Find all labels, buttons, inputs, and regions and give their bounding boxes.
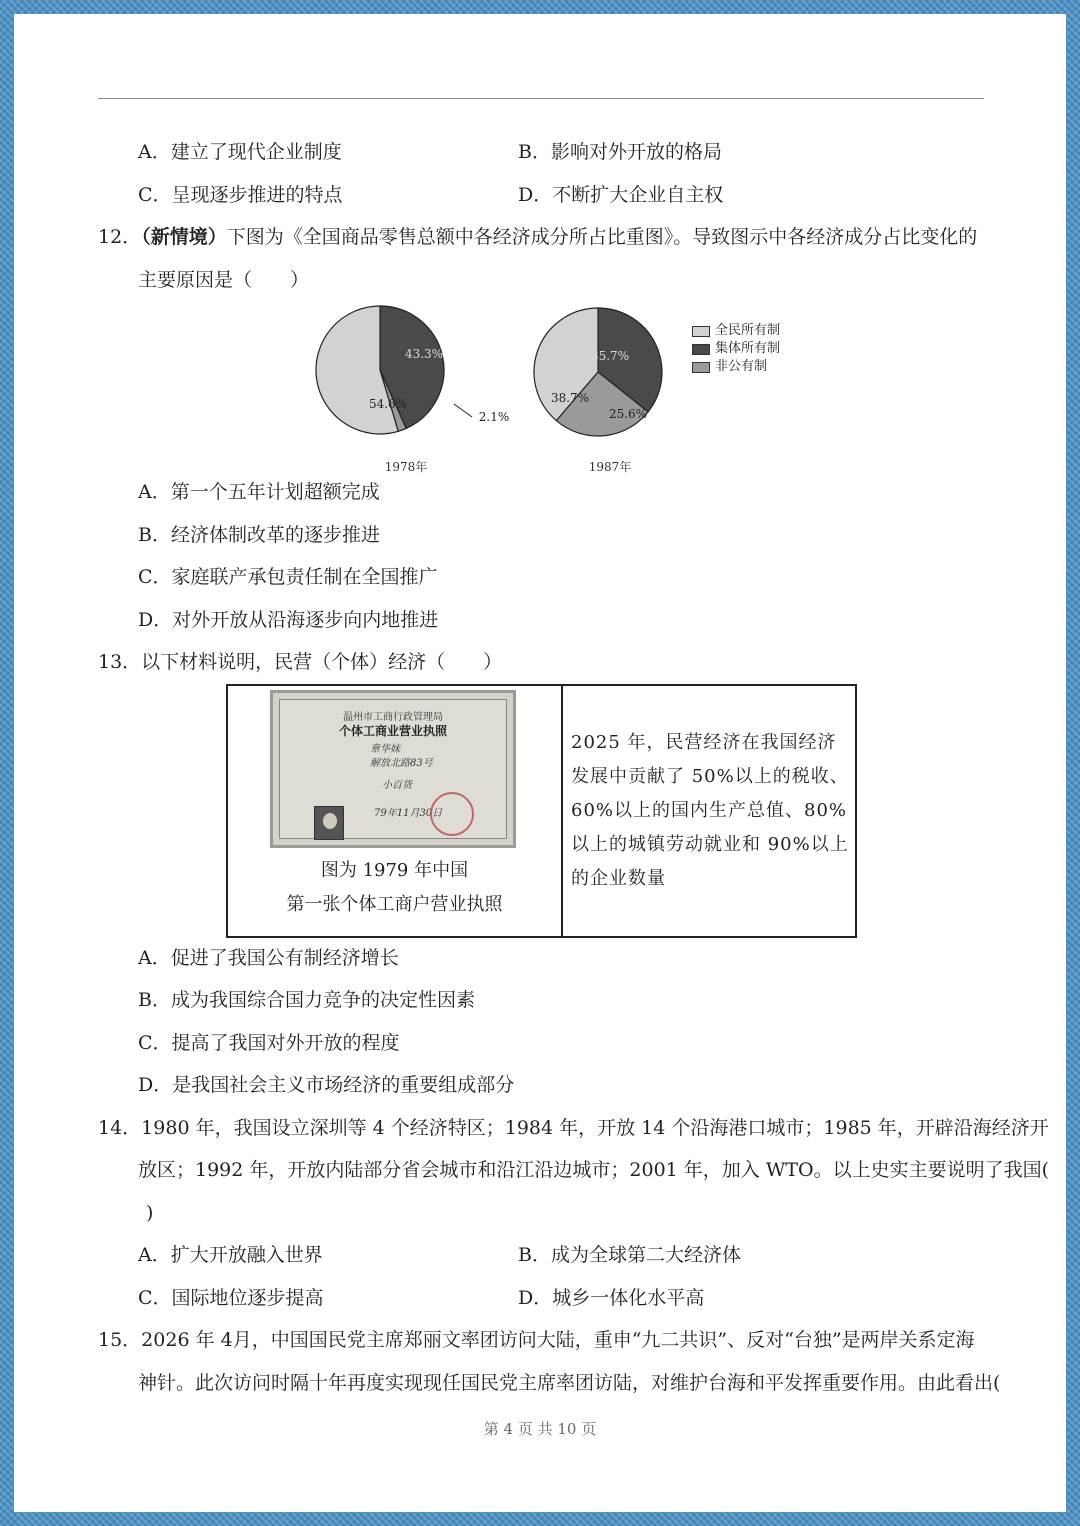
q11-option-b: B．影响对外开放的格局: [518, 141, 722, 163]
chart-legend: [692, 322, 780, 376]
legend-swatch: [692, 362, 710, 373]
q14-option-d: D．城乡一体化水平高: [518, 1287, 705, 1309]
legend-item: [692, 340, 780, 358]
q14-stem-line3: ): [146, 1202, 154, 1224]
license-type: 小百货: [382, 780, 412, 791]
legend-label: 全民所有制: [715, 323, 781, 338]
official-seal: [430, 792, 474, 836]
license-heading: 个体工商业营业执照: [338, 724, 447, 738]
legend-label: 集体所有制: [715, 341, 781, 356]
legend-swatch: [692, 344, 710, 355]
table-divider: [561, 686, 563, 936]
legend-item: [692, 322, 780, 340]
q11-option-d: D．不断扩大企业自主权: [518, 184, 724, 206]
q12-option-c: C．家庭联产承包责任制在全国推广: [138, 566, 438, 588]
header-rule: [98, 98, 984, 99]
q11-option-a: A．建立了现代企业制度: [138, 141, 342, 163]
license-photo: [270, 690, 516, 848]
q12-number: 12．: [98, 226, 142, 248]
q12-stem: [98, 225, 977, 249]
q14-stem-line2: 放区；1992 年，开放内陆部分省会城市和沿江沿边城市；2001 年，加入 WTO。以上史实主要说明了我国(: [138, 1159, 1050, 1181]
pie-chart: [314, 304, 694, 474]
q15-stem-line2: 神针。此次访问时隔十年再度实现现任国民党主席率团访陆，对维护台海和平发挥重要作用。由此看出(: [138, 1372, 1001, 1394]
q13-option-a: A．促进了我国公有制经济增长: [138, 947, 399, 969]
q12-stem-text: 下图为《全国商品零售总额中各经济成分所占比重图》。导致图示中各经济成分占比变化的: [226, 226, 978, 248]
leader-line: [454, 404, 472, 417]
q15-stem-line1: 15．2026 年 4月，中国国民党主席郑丽文率团访问大陆，重申“九二共识”、反对“台独”是两岸关系定海: [98, 1329, 975, 1351]
pie-data-label: 2.1%: [478, 410, 510, 424]
q13-option-d: D．是我国社会主义市场经济的重要组成部分: [138, 1074, 515, 1096]
pie-data-label: 35.7%: [590, 349, 630, 363]
legend-item: [692, 358, 780, 376]
portrait-photo: [314, 806, 344, 840]
page-footer: 第 4 页 共 10 页: [483, 1420, 597, 1438]
exam-page: [14, 14, 1066, 1512]
material-table: [226, 684, 857, 938]
legend-swatch: [692, 326, 710, 337]
q11-option-c: C．呈现逐步推进的特点: [138, 184, 343, 206]
pie-data-label: 43.3%: [404, 347, 444, 361]
q12-option-d: D．对外开放从沿海逐步向内地推进: [138, 609, 439, 631]
license-caption-line2: 第一张个体工商户营业执照: [286, 894, 503, 915]
q12-stem-line2: 主要原因是（ ）: [138, 269, 310, 291]
license-caption-line1: 图为 1979 年中国: [320, 860, 469, 881]
q14-stem-line1: 14．1980 年，我国设立深圳等 4 个经济特区；1984 年，开放 14 个沿海港口城市；1985 年，开辟沿海经济开: [98, 1117, 1049, 1139]
pie-data-label: 54.6%: [368, 397, 408, 411]
pie-data-label: 38.7%: [550, 391, 590, 405]
q14-option-b: B．成为全球第二大经济体: [518, 1244, 741, 1266]
q13-stem: 13．以下材料说明，民营（个体）经济（ ）: [98, 651, 503, 673]
q12-option-b: B．经济体制改革的逐步推进: [138, 524, 380, 546]
q13-option-b: B．成为我国综合国力竞争的决定性因素: [138, 989, 475, 1011]
license-inner: [279, 699, 507, 839]
pie-data-label: 25.6%: [608, 407, 648, 421]
q14-option-a: A．扩大开放融入世界: [138, 1244, 323, 1266]
license-title: 温州市工商行政管理局: [343, 712, 443, 723]
q14-option-c: C．国际地位逐步提高: [138, 1287, 324, 1309]
legend-label: 非公有制: [715, 359, 768, 374]
license-name: 章华妹: [370, 744, 400, 755]
license-address: 解放北路83号: [370, 758, 433, 769]
q12-tag: （新情境）: [141, 226, 227, 248]
pie-year-label: 1978年: [384, 460, 428, 474]
pie-year-label: 1987年: [588, 460, 632, 474]
material-quote: 2025 年，民营经济在我国经济发展中贡献了 50%以上的税收、60%以上的国内生产总值、80%以上的城镇劳动就业和 90%以上的企业数量: [571, 732, 849, 889]
q12-option-a: A．第一个五年计划超额完成: [138, 481, 380, 503]
face: [323, 813, 337, 829]
license-date: 79年11月30日: [374, 808, 443, 819]
q13-option-c: C．提高了我国对外开放的程度: [138, 1032, 400, 1054]
